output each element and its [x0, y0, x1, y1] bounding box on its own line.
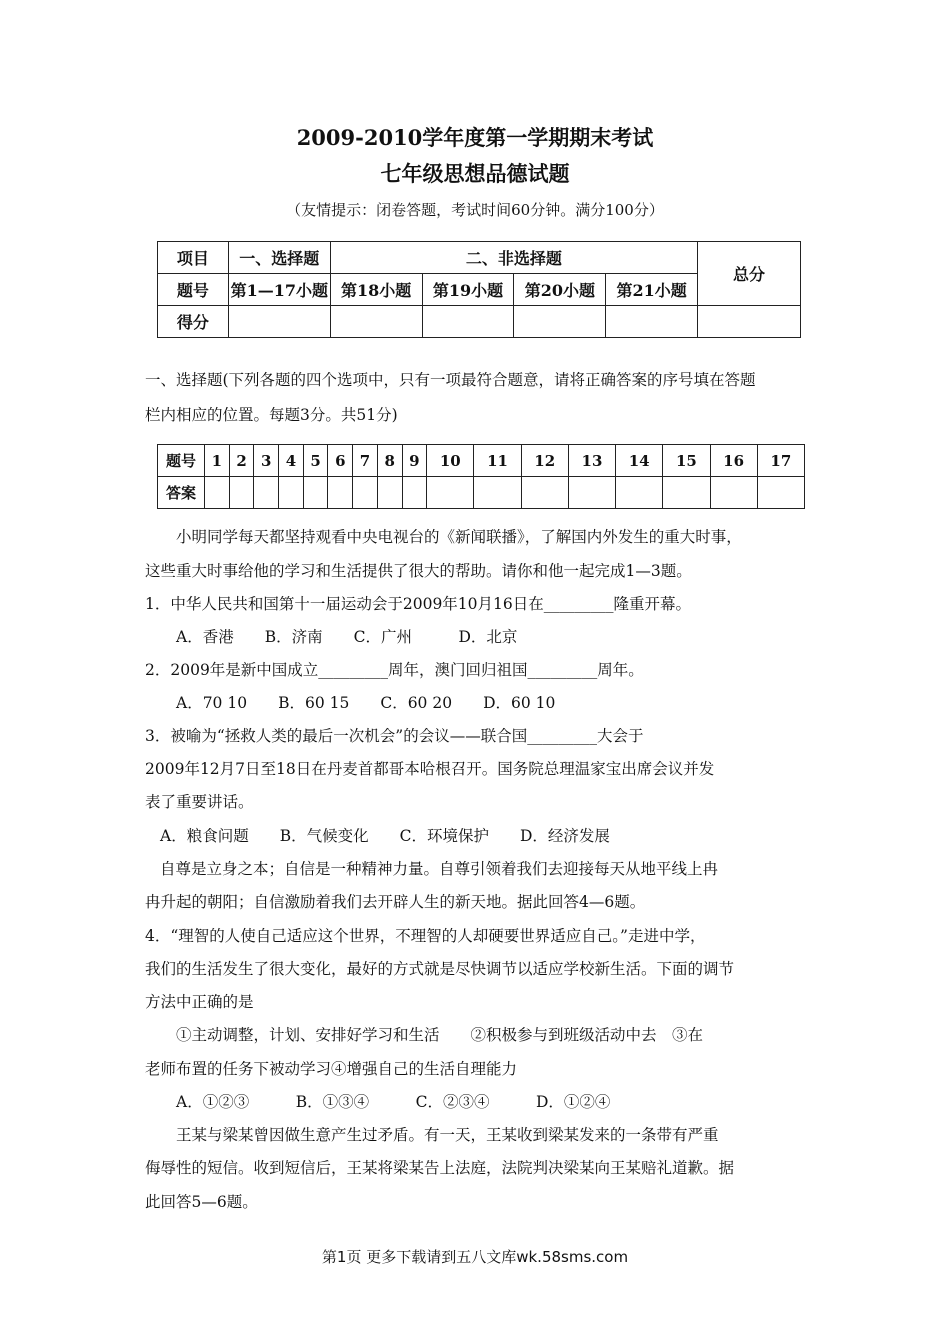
answer-cell: [279, 477, 304, 509]
question-3: 表了重要讲话。: [145, 793, 254, 811]
answer-cell: [377, 477, 402, 509]
answer-cell: [663, 477, 710, 509]
score-cell: [422, 306, 514, 338]
score-table: [157, 241, 801, 338]
answer-number-cell: 2: [229, 445, 254, 477]
answer-cell: [205, 477, 230, 509]
question-2-options: A．70 10 B．60 15 C．60 20 D．60 10: [176, 694, 556, 712]
score-table-header: 第18小题: [330, 274, 422, 306]
text-line: 自尊是立身之本；自信是一种精神力量。自尊引领着我们去迎接每天从地平线上冉: [160, 860, 719, 878]
score-table-header: 第20小题: [514, 274, 606, 306]
question-3-options: A．粮食问题 B．气候变化 C．环境保护 D．经济发展: [160, 827, 610, 845]
score-table-header: 第19小题: [422, 274, 514, 306]
score-table-header: 得分: [158, 306, 229, 338]
question-4-items: 老师布置的任务下被动学习④增强自己的生活自理能力: [145, 1060, 518, 1078]
answer-number-cell: 17: [757, 445, 804, 477]
question-4: 4．“理智的人使自己适应这个世界，不理智的人却硬要世界适应自己。”走进中学，: [145, 927, 706, 945]
answer-number-cell: 12: [521, 445, 568, 477]
score-table-header: 第21小题: [606, 274, 698, 306]
answer-number-cell: 4: [279, 445, 304, 477]
answer-cell: [521, 477, 568, 509]
text-line: 小明同学每天都坚持观看中央电视台的《新闻联播》，了解国内外发生的重大时事，: [176, 528, 742, 546]
answer-cell: [254, 477, 279, 509]
score-cell: [514, 306, 606, 338]
exam-subtitle: 七年级思想品德试题: [380, 161, 570, 186]
answer-number-cell: 5: [303, 445, 328, 477]
score-table-header: 一、选择题: [228, 242, 330, 274]
question-4-items: ①主动调整，计划、安排好学习和生活 ②积极参与到班级活动中去 ③在: [176, 1026, 704, 1044]
question-1: 1．中华人民共和国第十一届运动会于2009年10月16日在_________隆重开幕。: [145, 595, 692, 613]
answer-number-cell: 8: [377, 445, 402, 477]
answer-table: [157, 444, 805, 509]
answer-cell: [427, 477, 474, 509]
text-line: 此回答5—6题。: [145, 1193, 258, 1211]
question-4: 我们的生活发生了很大变化，最好的方式就是尽快调节以适应学校新生活。下面的调节: [145, 960, 735, 978]
answer-table-label: 答案: [158, 477, 205, 509]
answer-cell: [402, 477, 427, 509]
score-cell: [228, 306, 330, 338]
section1-heading: 栏内相应的位置。每题3分。共51分): [145, 406, 398, 424]
exam-tip: （友情提示：闭卷答题，考试时间60分钟。满分100分）: [286, 201, 664, 219]
answer-number-cell: 15: [663, 445, 710, 477]
score-table-header: 项目: [158, 242, 229, 274]
question-2: 2．2009年是新中国成立_________周年，澳门回归祖国_________周年。: [145, 661, 644, 679]
answer-number-cell: 1: [205, 445, 230, 477]
answer-cell: [353, 477, 378, 509]
text-line: 这些重大时事给他的学习和生活提供了很大的帮助。请你和他一起完成1—3题。: [145, 562, 692, 580]
question-3: 3．被喻为“拯救人类的最后一次机会”的会议——联合国_________大会于: [145, 727, 644, 745]
answer-table-label: 题号: [158, 445, 205, 477]
page-footer: 第1页 更多下载请到五八文库wk.58sms.com: [321, 1248, 629, 1266]
score-cell: [698, 306, 801, 338]
answer-cell: [616, 477, 663, 509]
score-table-header: 题号: [158, 274, 229, 306]
question-3: 2009年12月7日至18日在丹麦首都哥本哈根召开。国务院总理温家宝出席会议并发: [145, 760, 715, 778]
answer-cell: [710, 477, 757, 509]
text-line: 王某与梁某曾因做生意产生过矛盾。有一天，王某收到梁某发来的一条带有严重: [176, 1126, 719, 1144]
answer-number-cell: 14: [616, 445, 663, 477]
text-line: 冉升起的朝阳；自信激励着我们去开辟人生的新天地。据此回答4—6题。: [145, 893, 646, 911]
answer-cell: [568, 477, 615, 509]
answer-number-cell: 3: [254, 445, 279, 477]
question-4: 方法中正确的是: [145, 993, 254, 1011]
score-table-header: 总分: [698, 242, 801, 306]
answer-cell: [303, 477, 328, 509]
answer-cell: [757, 477, 804, 509]
text-line: 侮辱性的短信。收到短信后，王某将梁某告上法庭，法院判决梁某向王某赔礼道歉。据: [145, 1159, 735, 1177]
score-cell: [606, 306, 698, 338]
section1-heading: 一、选择题(下列各题的四个选项中，只有一项最符合题意，请将正确答案的序号填在答题: [145, 371, 756, 389]
answer-number-cell: 16: [710, 445, 757, 477]
question-1-options: A．香港 B．济南 C．广州 D．北京: [176, 628, 518, 646]
answer-number-cell: 7: [353, 445, 378, 477]
answer-number-cell: 10: [427, 445, 474, 477]
answer-number-cell: 9: [402, 445, 427, 477]
score-cell: [330, 306, 422, 338]
answer-number-cell: 13: [568, 445, 615, 477]
answer-cell: [474, 477, 521, 509]
answer-number-cell: 6: [328, 445, 353, 477]
exam-title: 2009-2010学年度第一学期期末考试: [296, 125, 654, 150]
answer-cell: [229, 477, 254, 509]
answer-cell: [328, 477, 353, 509]
score-table-header: 第1—17小题: [228, 274, 330, 306]
question-4-options: A．①②③ B．①③④ C．②③④ D．①②④: [176, 1093, 611, 1111]
score-table-header: 二、非选择题: [330, 242, 697, 274]
answer-number-cell: 11: [474, 445, 521, 477]
